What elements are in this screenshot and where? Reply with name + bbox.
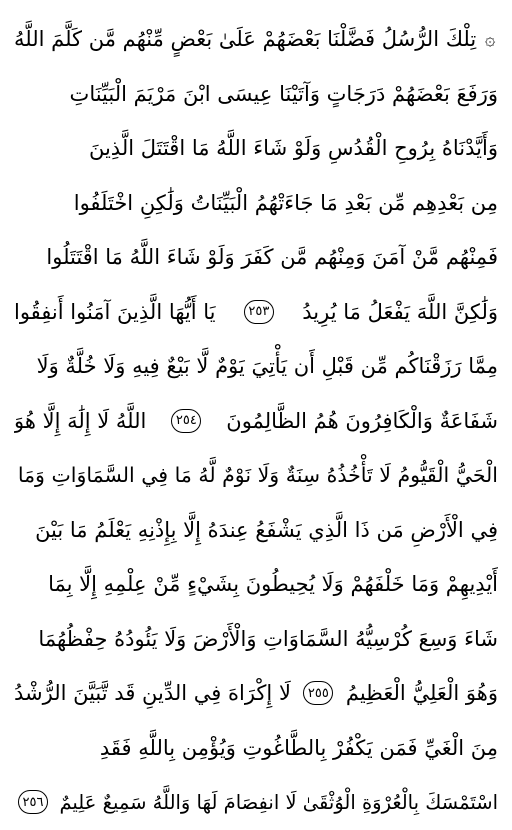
text-line	[14, 339, 498, 394]
text-line	[14, 67, 498, 122]
text-line	[14, 612, 498, 667]
line-text: مِن بَعْدِهِم مِّن بَعْدِ مَا جَاءَتْهُمُ الْبَيِّنَاتُ وَلَٰكِنِ اخْتَلَفُوا	[73, 190, 498, 215]
line-text: فِي الْأَرْضِ مَن ذَا الَّذِي يَشْفَعُ عِندَهُ إِلَّا بِإِذْنِهِ يَعْلَمُ مَا بَيْنَ	[35, 517, 498, 542]
line-text: لَا إِكْرَاهَ فِي الدِّينِ قَد تَّبَيَّنَ الرُّشْدُ	[14, 681, 291, 706]
line-text: تِلْكَ الرُّسُلُ فَضَّلْنَا بَعْضَهُمْ عَلَىٰ بَعْضٍ مِّنْهُم مَّن كَلَّمَ اللَّهُ	[14, 27, 477, 52]
line-text: الْحَيُّ الْقَيُّومُ لَا تَأْخُذُهُ سِنَةٌ وَلَا نَوْمٌ لَّهُ مَا فِي السَّمَاوَاتِ وَمَا	[17, 463, 498, 488]
line-text: وَرَفَعَ بَعْضَهُمْ دَرَجَاتٍ وَآتَيْنَا عِيسَى ابْنَ مَرْيَمَ الْبَيِّنَاتِ	[69, 81, 498, 106]
text-line	[14, 775, 498, 830]
text-line	[14, 230, 498, 285]
line-text: أَيْدِيهِمْ وَمَا خَلْفَهُمْ وَلَا يُحِيطُونَ بِشَيْءٍ مِّنْ عِلْمِهِ إِلَّا بِمَا	[48, 572, 498, 597]
verse-number-marker: ٢٥٣	[244, 300, 274, 324]
text-line	[14, 121, 498, 176]
line-text: اللَّهُ لَا إِلَٰهَ إِلَّا هُوَ	[14, 408, 147, 433]
text-line	[14, 503, 498, 558]
text-line	[14, 721, 498, 776]
text-line	[14, 666, 498, 721]
text-line	[14, 557, 498, 612]
text-line	[14, 448, 498, 503]
line-text: مِنَ الْغَيِّ فَمَن يَكْفُرْ بِالطَّاغُوتِ وَيُؤْمِن بِاللَّهِ فَقَدِ	[99, 735, 498, 760]
line-text: اسْتَمْسَكَ بِالْعُرْوَةِ الْوُثْقَىٰ لَا انفِصَامَ لَهَا وَاللَّهُ سَمِيعٌ عَلِيمٌ	[59, 790, 498, 814]
line-text: مِمَّا رَزَقْنَاكُم مِّن قَبْلِ أَن يَأْتِيَ يَوْمٌ لَّا بَيْعٌ فِيهِ وَلَا خُلَّةٌ وَلَا	[36, 354, 498, 379]
line-text: وَلَٰكِنَّ اللَّهَ يَفْعَلُ مَا يُرِيدُ	[302, 299, 498, 324]
text-line	[14, 12, 498, 67]
verse-number-marker: ٢٥٤	[171, 409, 201, 433]
text-line	[14, 176, 498, 231]
verse-number-marker: ٢٥٥	[303, 681, 333, 705]
text-line	[14, 285, 498, 340]
line-text: شَاءَ وَسِعَ كُرْسِيُّهُ السَّمَاوَاتِ وَالْأَرْضَ وَلَا يَئُودُهُ حِفْظُهُمَا	[38, 626, 498, 651]
line-text: وَهُوَ الْعَلِيُّ الْعَظِيمُ	[345, 681, 498, 706]
line-text: يَا أَيُّهَا الَّذِينَ آمَنُوا أَنفِقُوا	[14, 299, 216, 324]
line-text: وَأَيَّدْنَاهُ بِرُوحِ الْقُدُسِ وَلَوْ شَاءَ اللَّهُ مَا اقْتَتَلَ الَّذِينَ	[88, 136, 498, 161]
rub-el-hizb-icon: ۞	[484, 28, 496, 50]
text-line	[14, 394, 498, 449]
verse-number-marker: ٢٥٦	[18, 790, 48, 814]
line-text: فَمِنْهُم مَّنْ آمَنَ وَمِنْهُم مَّن كَفَرَ وَلَوْ شَاءَ اللَّهُ مَا اقْتَتَلُوا	[46, 245, 498, 270]
line-text: شَفَاعَةٌ وَالْكَافِرُونَ هُمُ الظَّالِمُونَ	[226, 408, 498, 433]
